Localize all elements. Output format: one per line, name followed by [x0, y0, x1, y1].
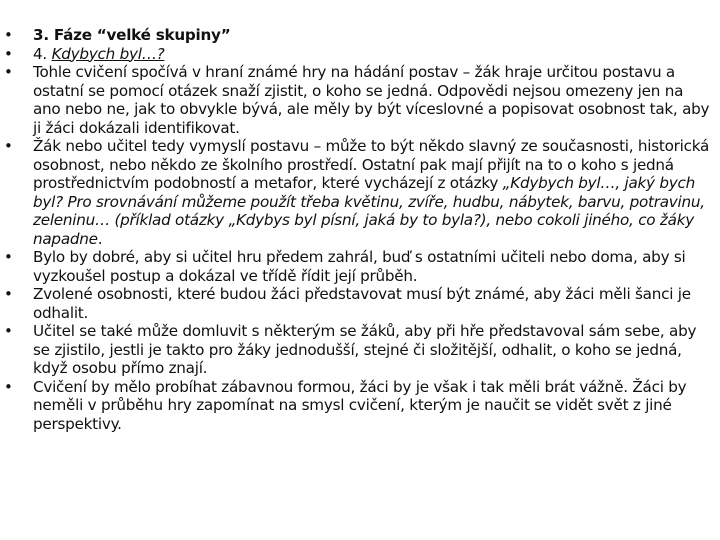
list-item: [0, 26, 720, 45]
list-item: [0, 45, 720, 64]
bullet-list: [0, 26, 720, 433]
list-item: [0, 285, 720, 322]
paragraph-text: Žák nebo učitel tedy vymyslí postavu – může to být někdo slavný ze současnosti, historická osobnost, nebo někdo ze školního prostředí. Ostatní pak mají přijít na to o koho s jedná prostřednictvím podobností a metafor, které vycházejí z otázky: [33, 137, 710, 192]
exercise-title: Kdybych byl…?: [51, 44, 165, 63]
list-item: [0, 137, 720, 248]
paragraph-italic-text: „Kdybych byl…, jaký bych byl? Pro srovnávání můžeme použít třeba květinu, zvíře, hudbu, nábytek, barvu, potravinu, zeleninu… (příklad otázky „Kdybys byl písní, jaká by to byla?), nebo cokoli jiného, co žáky napadne: [33, 174, 705, 248]
paragraph-text: Bylo by dobré, aby si učitel hru předem zahrál, buď s ostatními učiteli nebo doma, aby si vyzkoušel postup a dokázal ve třídě řídit její průběh.: [33, 248, 686, 285]
bullet-marker: •: [4, 322, 13, 340]
paragraph-text: Cvičení by mělo probíhat zábavnou formou, žáci by je však i tak měli brát vážně. Žáci by neměli v průběhu hry zapomínat na smysl cvičení, kterým je naučit se vidět svět z jiné perspektivy.: [33, 377, 687, 433]
paragraph-text-end: .: [97, 229, 103, 248]
bullet-marker: •: [4, 44, 13, 63]
list-item: [0, 63, 720, 137]
list-item: [0, 322, 720, 378]
paragraph-text: Tohle cvičení spočívá v hraní známé hry na hádání postav – žák hraje určitou postavu a ostatní se pomocí otázek snaží zjistit, o koho se jedná. Odpovědi nejsou omezeny jen na ano nebo ne, jak to obvykle bývá, ale měly by být víceslovné a popisovat osobnost tak, aby ji žáci dokázali identifikovat.: [33, 63, 710, 137]
paragraph-text: Zvolené osobnosti, které budou žáci představovat musí být známé, aby žáci měli šanci je odhalit.: [33, 285, 691, 322]
bullet-marker: •: [4, 285, 13, 303]
list-item: [0, 378, 720, 434]
list-item: [0, 248, 720, 285]
section-heading: 3. Fáze “velké skupiny”: [33, 26, 231, 44]
paragraph-text: Učitel se také může domluvit s některým se žáků, aby při hře představoval sám sebe, aby se zjistilo, jestli je takto pro žáky jednodušší, stejné či složitější, odhalit, o koho se jedná, když osobu přímo znají.: [33, 322, 697, 377]
bullet-marker: •: [4, 26, 13, 44]
exercise-number: 4.: [33, 44, 52, 63]
bullet-marker: •: [4, 63, 13, 81]
bullet-marker: •: [4, 248, 13, 266]
bullet-marker: •: [4, 377, 13, 396]
bullet-marker: •: [4, 137, 13, 155]
